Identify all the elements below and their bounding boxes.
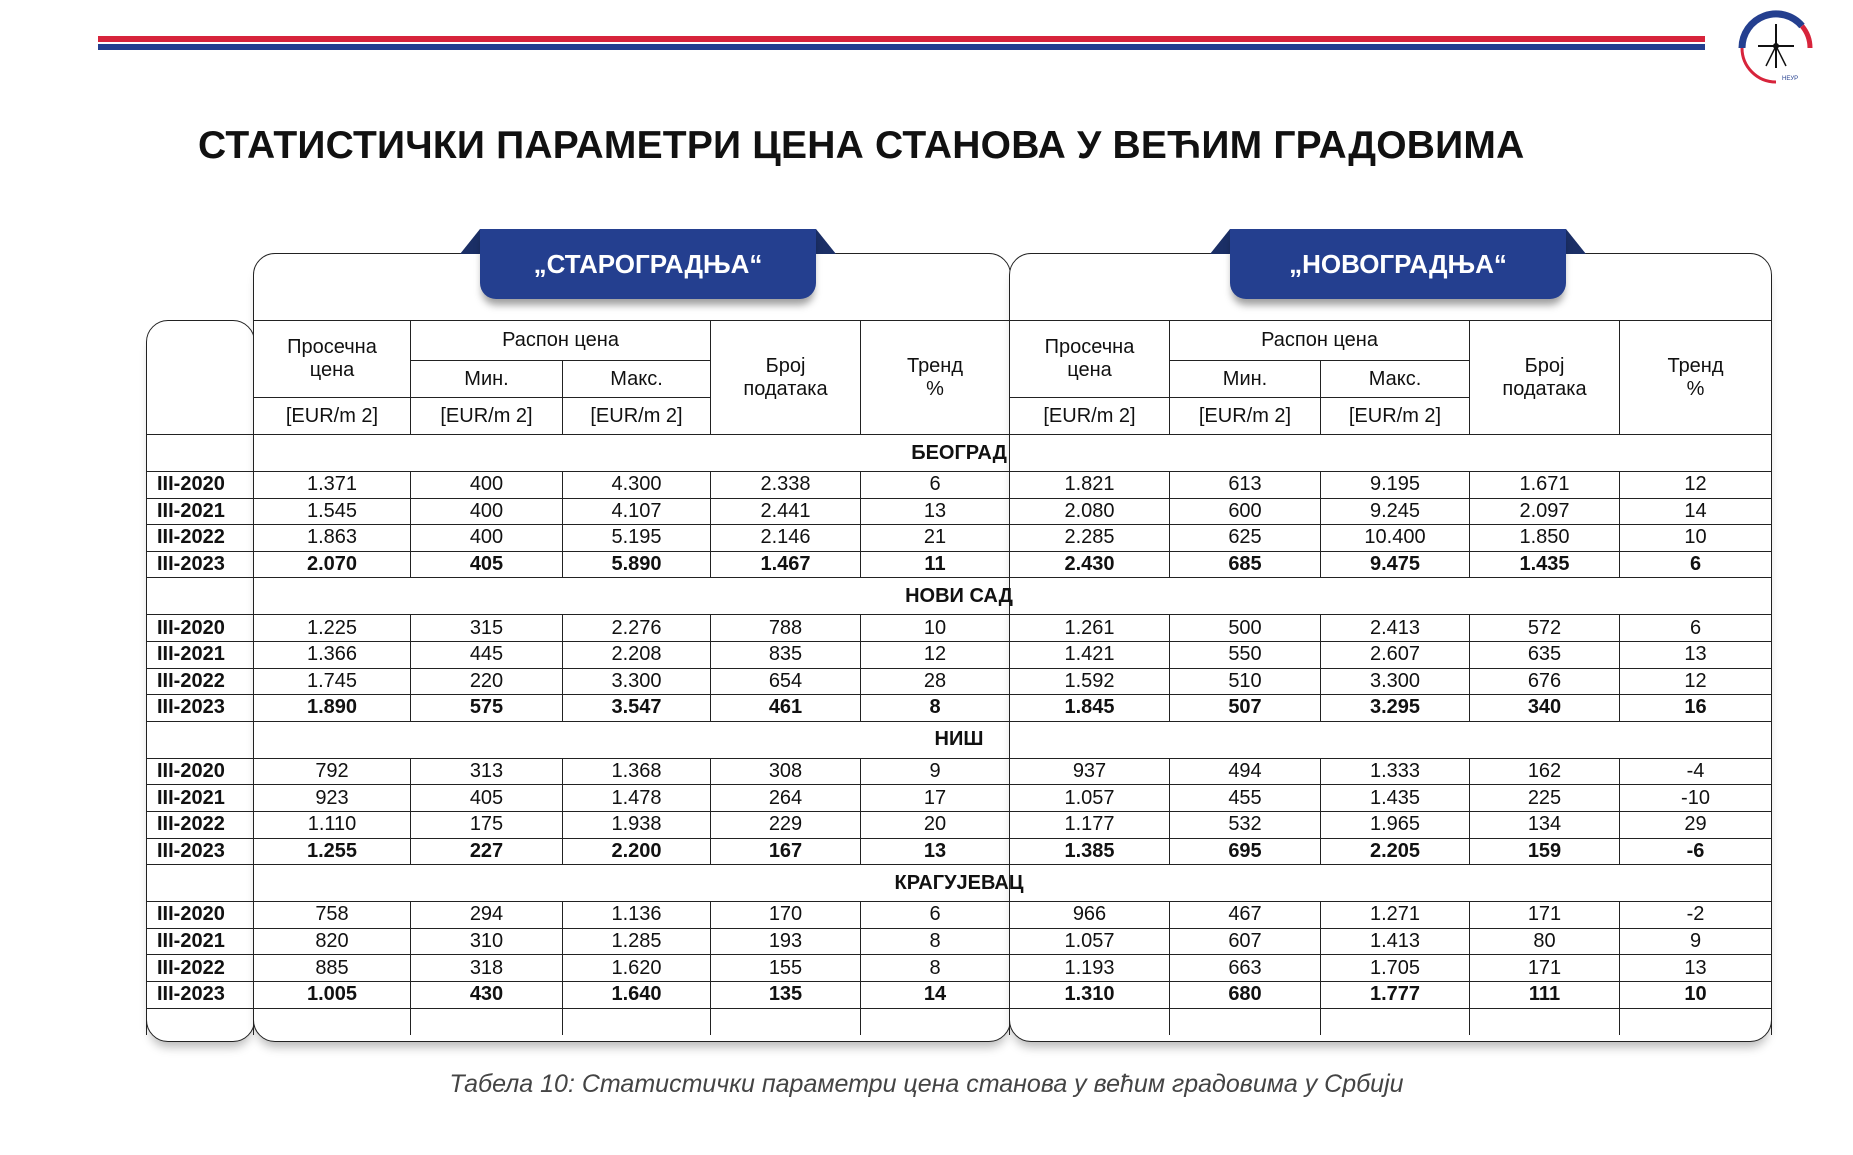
table-cell: 2.070 [254, 551, 411, 578]
table-cell: 14 [861, 981, 1010, 1008]
table-cell: 2.205 [1321, 838, 1470, 865]
table-cell: 532 [1170, 811, 1321, 838]
table-cell: 162 [1470, 758, 1620, 785]
table-cell: 167 [711, 838, 861, 865]
table-cell: 227 [411, 838, 563, 865]
table-cell: 2.430 [1010, 551, 1170, 578]
table-cell: 1.640 [563, 981, 711, 1008]
city-section-row [147, 721, 1772, 758]
table-cell: 14 [1620, 498, 1772, 525]
table-cell: 1.366 [254, 641, 411, 668]
table-cell: 625 [1170, 525, 1321, 552]
table-cell: 835 [711, 641, 861, 668]
table-cell: 175 [411, 811, 563, 838]
staro-label: „СТАРОГРАДЊА“ [480, 229, 816, 299]
table-cell: 5.195 [563, 525, 711, 552]
table-cell: 1.385 [1010, 838, 1170, 865]
period-label: III-2021 [147, 928, 254, 955]
period-label: III-2022 [147, 668, 254, 695]
table-cell: 6 [1620, 551, 1772, 578]
table-cell: 1.177 [1010, 811, 1170, 838]
table-row [147, 928, 1772, 955]
unit-label: [EUR/m 2] [1170, 398, 1321, 435]
unit-label: [EUR/m 2] [1010, 398, 1170, 435]
table-cell: 2.413 [1321, 615, 1470, 642]
table-cell: -4 [1620, 758, 1772, 785]
table-cell: 1.435 [1321, 785, 1470, 812]
page-title: СТАТИСТИЧКИ ПАРАМЕТРИ ЦЕНА СТАНОВА У ВЕЋИМ ГРАДОВИМА [198, 124, 1525, 167]
table-cell: 461 [711, 695, 861, 722]
table-cell: 400 [411, 472, 563, 499]
table-cell: 12 [1620, 668, 1772, 695]
city-name: БЕОГРАД [147, 435, 1772, 472]
price-table [146, 320, 1772, 1035]
compass-logo-icon [1736, 8, 1816, 88]
table-cell: 313 [411, 758, 563, 785]
table-cell: 445 [411, 641, 563, 668]
table-cell: 9.475 [1321, 551, 1470, 578]
empty-cell [1170, 1008, 1321, 1035]
table-cell: 600 [1170, 498, 1321, 525]
table-cell: 9.245 [1321, 498, 1470, 525]
table-cell: 4.107 [563, 498, 711, 525]
table-cell: 12 [861, 641, 1010, 668]
table-cell: 405 [411, 785, 563, 812]
empty-cell [1010, 1008, 1170, 1035]
table-cell: 13 [1620, 641, 1772, 668]
table-cell: 550 [1170, 641, 1321, 668]
table-cell: 10 [1620, 525, 1772, 552]
table-row [147, 551, 1772, 578]
city-name: НОВИ САД [147, 578, 1772, 615]
table-row [147, 902, 1772, 929]
table-cell: 135 [711, 981, 861, 1008]
table-cell: 1.371 [254, 472, 411, 499]
table-cell: 1.271 [1321, 902, 1470, 929]
period-label: III-2022 [147, 955, 254, 982]
table-cell: 310 [411, 928, 563, 955]
table-cell: 6 [861, 902, 1010, 929]
table-cell: 229 [711, 811, 861, 838]
period-label: III-2021 [147, 498, 254, 525]
table-cell: 2.097 [1470, 498, 1620, 525]
table-cell: 1.261 [1010, 615, 1170, 642]
table-cell: 6 [861, 472, 1010, 499]
empty-cell [711, 1008, 861, 1035]
table-cell: 10 [1620, 981, 1772, 1008]
table-cell: 2.200 [563, 838, 711, 865]
table-cell: 294 [411, 902, 563, 929]
table-cell: 400 [411, 498, 563, 525]
table-row [147, 615, 1772, 642]
table-cell: 13 [1620, 955, 1772, 982]
table-cell: 1.545 [254, 498, 411, 525]
table-cell: 1.005 [254, 981, 411, 1008]
period-label: III-2022 [147, 811, 254, 838]
table-cell: 340 [1470, 695, 1620, 722]
staro-ribbon [480, 229, 816, 299]
table-cell: 1.592 [1010, 668, 1170, 695]
table-row [147, 758, 1772, 785]
period-label: III-2020 [147, 472, 254, 499]
table-row [147, 811, 1772, 838]
empty-footer-row [147, 1008, 1772, 1035]
avg-price-header: Просечна цена [254, 321, 411, 398]
novo-ribbon [1230, 229, 1566, 299]
table-cell: 10 [861, 615, 1010, 642]
table-cell: 2.285 [1010, 525, 1170, 552]
table-cell: 80 [1470, 928, 1620, 955]
table-row [147, 668, 1772, 695]
table-cell: 8 [861, 695, 1010, 722]
table-cell: 315 [411, 615, 563, 642]
price-range-header: Распон цена [411, 321, 711, 361]
table-row [147, 525, 1772, 552]
table-cell: 28 [861, 668, 1010, 695]
table-cell: 20 [861, 811, 1010, 838]
table-cell: 220 [411, 668, 563, 695]
table-cell: 1.057 [1010, 928, 1170, 955]
table-cell: 1.965 [1321, 811, 1470, 838]
table-cell: 159 [1470, 838, 1620, 865]
table-cell: 1.845 [1010, 695, 1170, 722]
trend-header: Тренд % [861, 321, 1010, 435]
empty-cell [1321, 1008, 1470, 1035]
table-cell: 792 [254, 758, 411, 785]
table-cell: 1.255 [254, 838, 411, 865]
table-cell: 13 [861, 498, 1010, 525]
flag-stripe-blue [98, 44, 1705, 50]
unit-label: [EUR/m 2] [563, 398, 711, 435]
table-cell: -6 [1620, 838, 1772, 865]
period-label: III-2021 [147, 641, 254, 668]
table-cell: 10.400 [1321, 525, 1470, 552]
unit-label: [EUR/m 2] [411, 398, 563, 435]
table-cell: 1.136 [563, 902, 711, 929]
table-cell: 2.338 [711, 472, 861, 499]
city-section-row [147, 435, 1772, 472]
table-cell: 9 [861, 758, 1010, 785]
table-cell: 8 [861, 955, 1010, 982]
period-label: III-2023 [147, 695, 254, 722]
trend-header-2: Тренд % [1620, 321, 1772, 435]
table-cell: 937 [1010, 758, 1170, 785]
table-cell: 695 [1170, 838, 1321, 865]
empty-cell [1620, 1008, 1772, 1035]
empty-cell [861, 1008, 1010, 1035]
count-header-2: Број података [1470, 321, 1620, 435]
table-cell: 820 [254, 928, 411, 955]
table-cell: -2 [1620, 902, 1772, 929]
table-cell: 685 [1170, 551, 1321, 578]
table-cell: 9 [1620, 928, 1772, 955]
table-cell: 1.745 [254, 668, 411, 695]
table-cell: 1.110 [254, 811, 411, 838]
table-cell: 2.441 [711, 498, 861, 525]
table-cell: 1.863 [254, 525, 411, 552]
table-cell: 308 [711, 758, 861, 785]
table-cell: 788 [711, 615, 861, 642]
price-range-header-2: Распон цена [1170, 321, 1470, 361]
table-cell: 11 [861, 551, 1010, 578]
table-cell: 3.300 [563, 668, 711, 695]
table-cell: 1.821 [1010, 472, 1170, 499]
table-cell: 430 [411, 981, 563, 1008]
table-cell: 3.547 [563, 695, 711, 722]
table-cell: 1.620 [563, 955, 711, 982]
table-cell: 405 [411, 551, 563, 578]
table-cell: 29 [1620, 811, 1772, 838]
table-cell: 2.080 [1010, 498, 1170, 525]
table-cell: 467 [1170, 902, 1321, 929]
table-row [147, 981, 1772, 1008]
table-cell: 16 [1620, 695, 1772, 722]
city-name: НИШ [147, 721, 1772, 758]
table-cell: 171 [1470, 955, 1620, 982]
table-cell: 318 [411, 955, 563, 982]
unit-label: [EUR/m 2] [254, 398, 411, 435]
logo-text: НЕУР [1782, 76, 1799, 82]
table-cell: 155 [711, 955, 861, 982]
table-cell: 21 [861, 525, 1010, 552]
table-cell: 1.938 [563, 811, 711, 838]
table-cell: 8 [861, 928, 1010, 955]
table-cell: 966 [1010, 902, 1170, 929]
avg-price-header-2: Просечна цена [1010, 321, 1170, 398]
table-cell: 1.705 [1321, 955, 1470, 982]
period-label: III-2023 [147, 551, 254, 578]
table-cell: 111 [1470, 981, 1620, 1008]
min-header: Мин. [411, 361, 563, 398]
table-cell: 6 [1620, 615, 1772, 642]
table-cell: 572 [1470, 615, 1620, 642]
table-cell: 1.671 [1470, 472, 1620, 499]
table-cell: 1.368 [563, 758, 711, 785]
table-cell: 3.295 [1321, 695, 1470, 722]
city-section-row [147, 865, 1772, 902]
period-label: III-2020 [147, 615, 254, 642]
table-cell: 676 [1470, 668, 1620, 695]
table-cell: 1.193 [1010, 955, 1170, 982]
table-cell: 1.310 [1010, 981, 1170, 1008]
novo-label: „НОВОГРАДЊА“ [1230, 229, 1566, 299]
table-cell: 680 [1170, 981, 1321, 1008]
table-cell: 1.478 [563, 785, 711, 812]
min-header-2: Мин. [1170, 361, 1321, 398]
table-cell: 3.300 [1321, 668, 1470, 695]
table-cell: 758 [254, 902, 411, 929]
table-cell: 613 [1170, 472, 1321, 499]
table-cell: 663 [1170, 955, 1321, 982]
city-section-row [147, 578, 1772, 615]
table-cell: 1.777 [1321, 981, 1470, 1008]
table-cell: 17 [861, 785, 1010, 812]
unit-label: [EUR/m 2] [1321, 398, 1470, 435]
period-label: III-2020 [147, 902, 254, 929]
table-cell: 1.421 [1010, 641, 1170, 668]
table-cell: 1.890 [254, 695, 411, 722]
table-cell: 507 [1170, 695, 1321, 722]
table-cell: 170 [711, 902, 861, 929]
empty-cell [1470, 1008, 1620, 1035]
table-cell: 171 [1470, 902, 1620, 929]
table-cell: 193 [711, 928, 861, 955]
period-label: III-2022 [147, 525, 254, 552]
table-row [147, 498, 1772, 525]
table-cell: 635 [1470, 641, 1620, 668]
table-cell: 1.285 [563, 928, 711, 955]
empty-cell [563, 1008, 711, 1035]
table-cell: 1.057 [1010, 785, 1170, 812]
table-cell: 264 [711, 785, 861, 812]
table-cell: -10 [1620, 785, 1772, 812]
period-label: III-2023 [147, 981, 254, 1008]
table-cell: 2.146 [711, 525, 861, 552]
table-row [147, 785, 1772, 812]
table-row [147, 695, 1772, 722]
table-cell: 2.607 [1321, 641, 1470, 668]
table-cell: 575 [411, 695, 563, 722]
table-row [147, 838, 1772, 865]
empty-cell [147, 1008, 254, 1035]
count-header: Број података [711, 321, 861, 435]
corner-cell [147, 321, 254, 435]
empty-cell [254, 1008, 411, 1035]
table-cell: 1.333 [1321, 758, 1470, 785]
table-cell: 12 [1620, 472, 1772, 499]
table-cell: 510 [1170, 668, 1321, 695]
table-cell: 654 [711, 668, 861, 695]
table-cell: 1.413 [1321, 928, 1470, 955]
table-row [147, 955, 1772, 982]
period-label: III-2020 [147, 758, 254, 785]
table-cell: 923 [254, 785, 411, 812]
table-cell: 4.300 [563, 472, 711, 499]
table-cell: 9.195 [1321, 472, 1470, 499]
table-row [147, 641, 1772, 668]
table-cell: 500 [1170, 615, 1321, 642]
table-cell: 2.276 [563, 615, 711, 642]
table-cell: 1.850 [1470, 525, 1620, 552]
table-cell: 225 [1470, 785, 1620, 812]
table-cell: 400 [411, 525, 563, 552]
table-cell: 2.208 [563, 641, 711, 668]
period-label: III-2023 [147, 838, 254, 865]
table-cell: 885 [254, 955, 411, 982]
table-cell: 494 [1170, 758, 1321, 785]
table-cell: 5.890 [563, 551, 711, 578]
city-name: КРАГУЈЕВАЦ [147, 865, 1772, 902]
table-row [147, 472, 1772, 499]
table-cell: 1.467 [711, 551, 861, 578]
table-cell: 134 [1470, 811, 1620, 838]
empty-cell [411, 1008, 563, 1035]
table-cell: 13 [861, 838, 1010, 865]
period-label: III-2021 [147, 785, 254, 812]
max-header-2: Макс. [1321, 361, 1470, 398]
table-cell: 1.435 [1470, 551, 1620, 578]
table-cell: 455 [1170, 785, 1321, 812]
table-cell: 1.225 [254, 615, 411, 642]
max-header: Макс. [563, 361, 711, 398]
table-caption: Табела 10: Статистички параметри цена станова у већим градовима у Србији [449, 1070, 1404, 1098]
table-cell: 607 [1170, 928, 1321, 955]
